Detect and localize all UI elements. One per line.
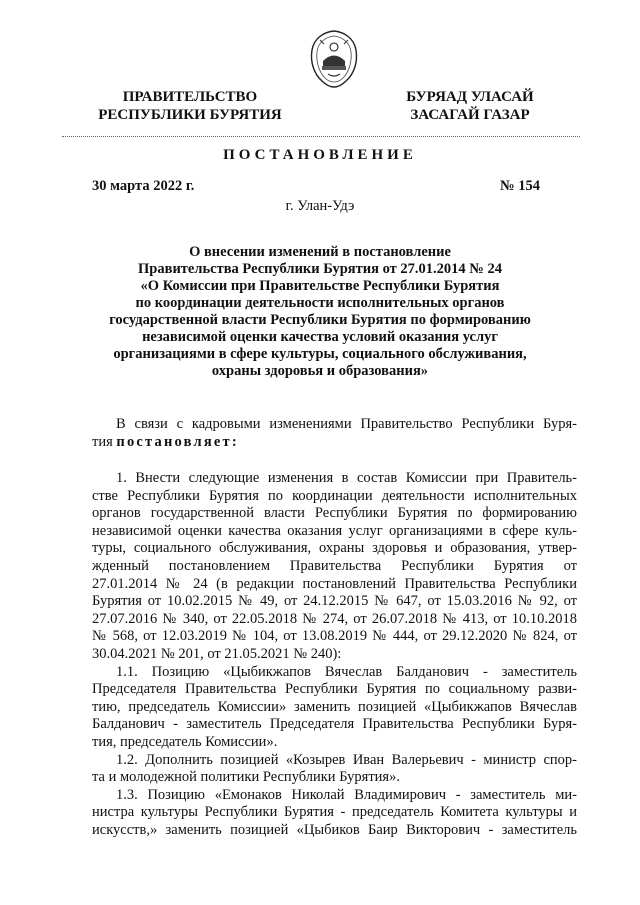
body-line: 1.3. Позицию «Емонаков Николай Владимирович - заместитель ми- — [116, 786, 577, 803]
body-line: 1. Внести следующие изменения в состав Комиссии при Правитель- — [116, 470, 577, 486]
document-type: ПОСТАНОВЛЕНИЕ — [223, 147, 417, 163]
resolves-word: постановляет: — [116, 433, 239, 450]
main-body — [92, 470, 577, 839]
title-line: по координации деятельности исполнительных органов — [135, 295, 505, 311]
body-line: тия, председатель Комиссии». — [92, 733, 278, 750]
title-line: охраны здоровья и образования» — [211, 363, 429, 379]
intro-line2-prefix: тия — [92, 433, 117, 450]
body-line: 27.07.2016 № 340, от 22.05.2018 № 274, от 26.07.2018 № 413, от 10.10.2018 — [92, 610, 577, 627]
body-line: Председателя Правительства Республики Бурятия по социальному разви- — [92, 681, 577, 698]
title-line: независимой оценки качества условий оказания услуг — [142, 329, 498, 345]
body-line: Бурятия от 10.02.2015 № 49, от 24.12.2015 № 647, от 15.03.2016 № 92, от — [92, 593, 577, 610]
header-left-line1: ПРАВИТЕЛЬСТВО — [122, 89, 258, 105]
body-line: 1.1. Позицию «Цыбикжапов Вячеслав Балданович - заместитель — [116, 663, 577, 680]
body-line: 1.2. Дополнить позицией «Козырев Иван Валерьевич - министр спор- — [116, 751, 577, 768]
body-line: Балданович - заместитель Председателя Правительства Республики Буря- — [92, 716, 577, 733]
body-line: туры, социального обслуживания, охраны здоровья и образования, утвер- — [92, 540, 577, 557]
title-line: государственной власти Республики Бурятия по формированию — [109, 312, 531, 328]
title-line: «О Комиссии при Правительстве Республики Бурятия — [140, 278, 500, 294]
header-government-bua — [380, 88, 560, 124]
intro-paragraph — [92, 416, 577, 451]
body-line: 27.01.2014 № 24 (в редакции постановлений Правительства Республики — [92, 575, 577, 592]
body-line: 30.04.2021 № 201, от 21.05.2021 № 240): — [92, 645, 342, 662]
body-line: № 568, от 12.03.2019 № 104, от 13.08.2019 № 444, от 29.12.2020 № 824, от — [92, 628, 577, 645]
coat-of-arms-icon — [306, 28, 362, 88]
title-line: Правительства Республики Бурятия от 27.01.2014 № 24 — [138, 261, 502, 277]
header-left-line2: РЕСПУБЛИКИ БУРЯТИЯ — [98, 107, 282, 123]
body-line: независимой оценки качества оказания услуг организациями в сфере куль- — [92, 522, 577, 539]
header-divider — [62, 136, 580, 137]
document-number: № 154 — [500, 178, 540, 194]
title-line: организациями в сфере культуры, социального обслуживания, — [113, 346, 527, 362]
document-date: 30 марта 2022 г. — [92, 178, 195, 194]
body-line — [92, 434, 577, 452]
header-right-line2: ЗАСАГАЙ ГАЗАР — [410, 107, 530, 123]
body-line: В связи с кадровыми изменениями Правительство Республики Буря- — [116, 416, 577, 432]
body-line: стве Республики Бурятия по координации деятельности исполнительных — [92, 487, 577, 504]
header-government-ru — [80, 88, 300, 124]
body-line: нистра культуры Республики Бурятия - председатель Комитета культуры и — [92, 804, 577, 821]
body-line: тию, председатель Комиссии» заменить позицией «Цыбикжапов Вячеслав — [92, 698, 577, 715]
title-line: О внесении изменений в постановление — [189, 244, 451, 260]
body-line: жденный постановлением Правительства Республики Бурятия от — [92, 557, 577, 574]
header-right-line1: БУРЯАД УЛАСАЙ — [406, 89, 534, 105]
body-line: искусств,» заменить позицией «Цыбиков Баир Викторович - заместитель — [92, 821, 577, 838]
document-city: г. Улан-Удэ — [285, 198, 355, 214]
body-line: органов государственной власти Республики Бурятия по формированию — [92, 505, 577, 522]
body-line: та и молодежной политики Республики Бурятия». — [92, 769, 400, 786]
document-title — [100, 244, 540, 380]
